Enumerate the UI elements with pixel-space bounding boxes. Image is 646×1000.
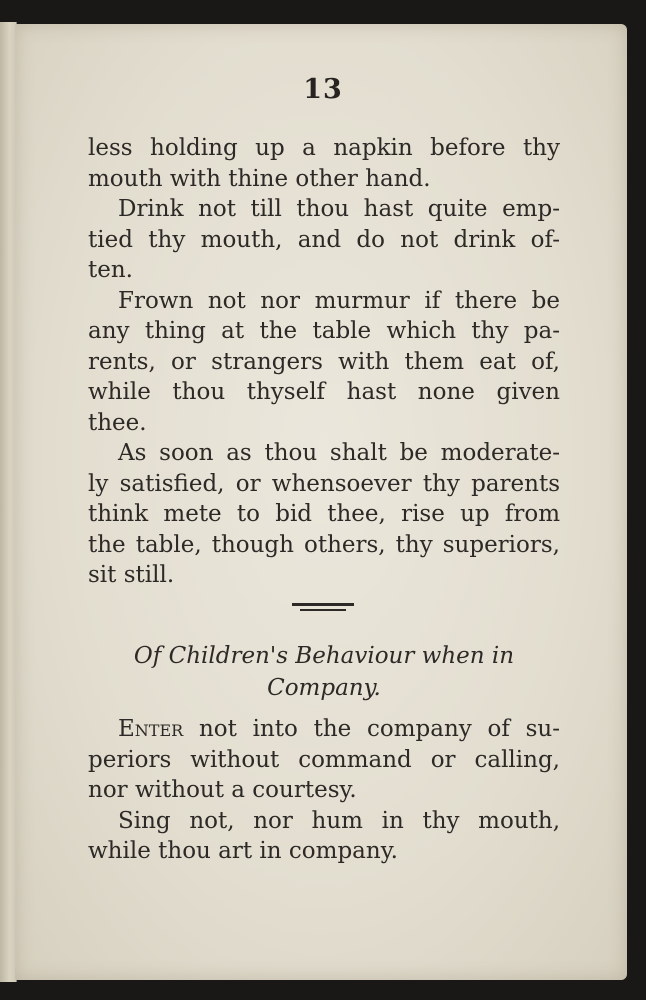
text-line: while thou thyself hast none given xyxy=(88,379,560,405)
text-line: rents, or strangers with them eat of, xyxy=(88,348,560,375)
section-heading xyxy=(88,640,560,704)
text-line: ten. xyxy=(88,257,133,283)
text-line: As soon as thou shalt be moderate- xyxy=(118,440,560,466)
text-line: any thing at the table which thy pa- xyxy=(88,318,560,344)
heading-line: Of Children's Behaviour when in xyxy=(133,643,515,669)
page-number: 13 xyxy=(303,74,343,105)
text-line: thee. xyxy=(88,409,147,436)
text-line: less holding up a napkin before thy xyxy=(88,135,560,161)
lead-word: Enter xyxy=(118,716,184,742)
text-line: tied thy mouth, and do not drink of- xyxy=(88,226,560,253)
section-body xyxy=(88,714,560,867)
text-line: nor without a courtesy. xyxy=(88,777,357,803)
section-divider xyxy=(292,603,354,613)
text-line: think mete to bid thee, rise up from xyxy=(88,501,560,527)
text-line: while thou art in company. xyxy=(88,838,398,864)
divider-rule xyxy=(292,603,354,606)
text-line: the table, though others, thy superiors, xyxy=(88,531,560,558)
text-line xyxy=(88,714,560,745)
text-line: sit still. xyxy=(88,562,175,588)
text-line: ly satisfied, or whensoever thy parents xyxy=(88,470,560,497)
paragraph-block xyxy=(88,133,560,591)
text-line: mouth with thine other hand. xyxy=(88,165,431,192)
text-line: Drink not till thou hast quite emp- xyxy=(118,196,560,222)
heading-line: Company. xyxy=(267,675,381,701)
text-line: periors without command or calling, xyxy=(88,746,560,773)
line-text: not into the company of su- xyxy=(183,716,560,742)
text-line: Sing not, nor hum in thy mouth, xyxy=(118,807,560,834)
text-line: Frown not nor murmur if there be xyxy=(118,287,560,314)
divider-rule xyxy=(300,609,346,611)
